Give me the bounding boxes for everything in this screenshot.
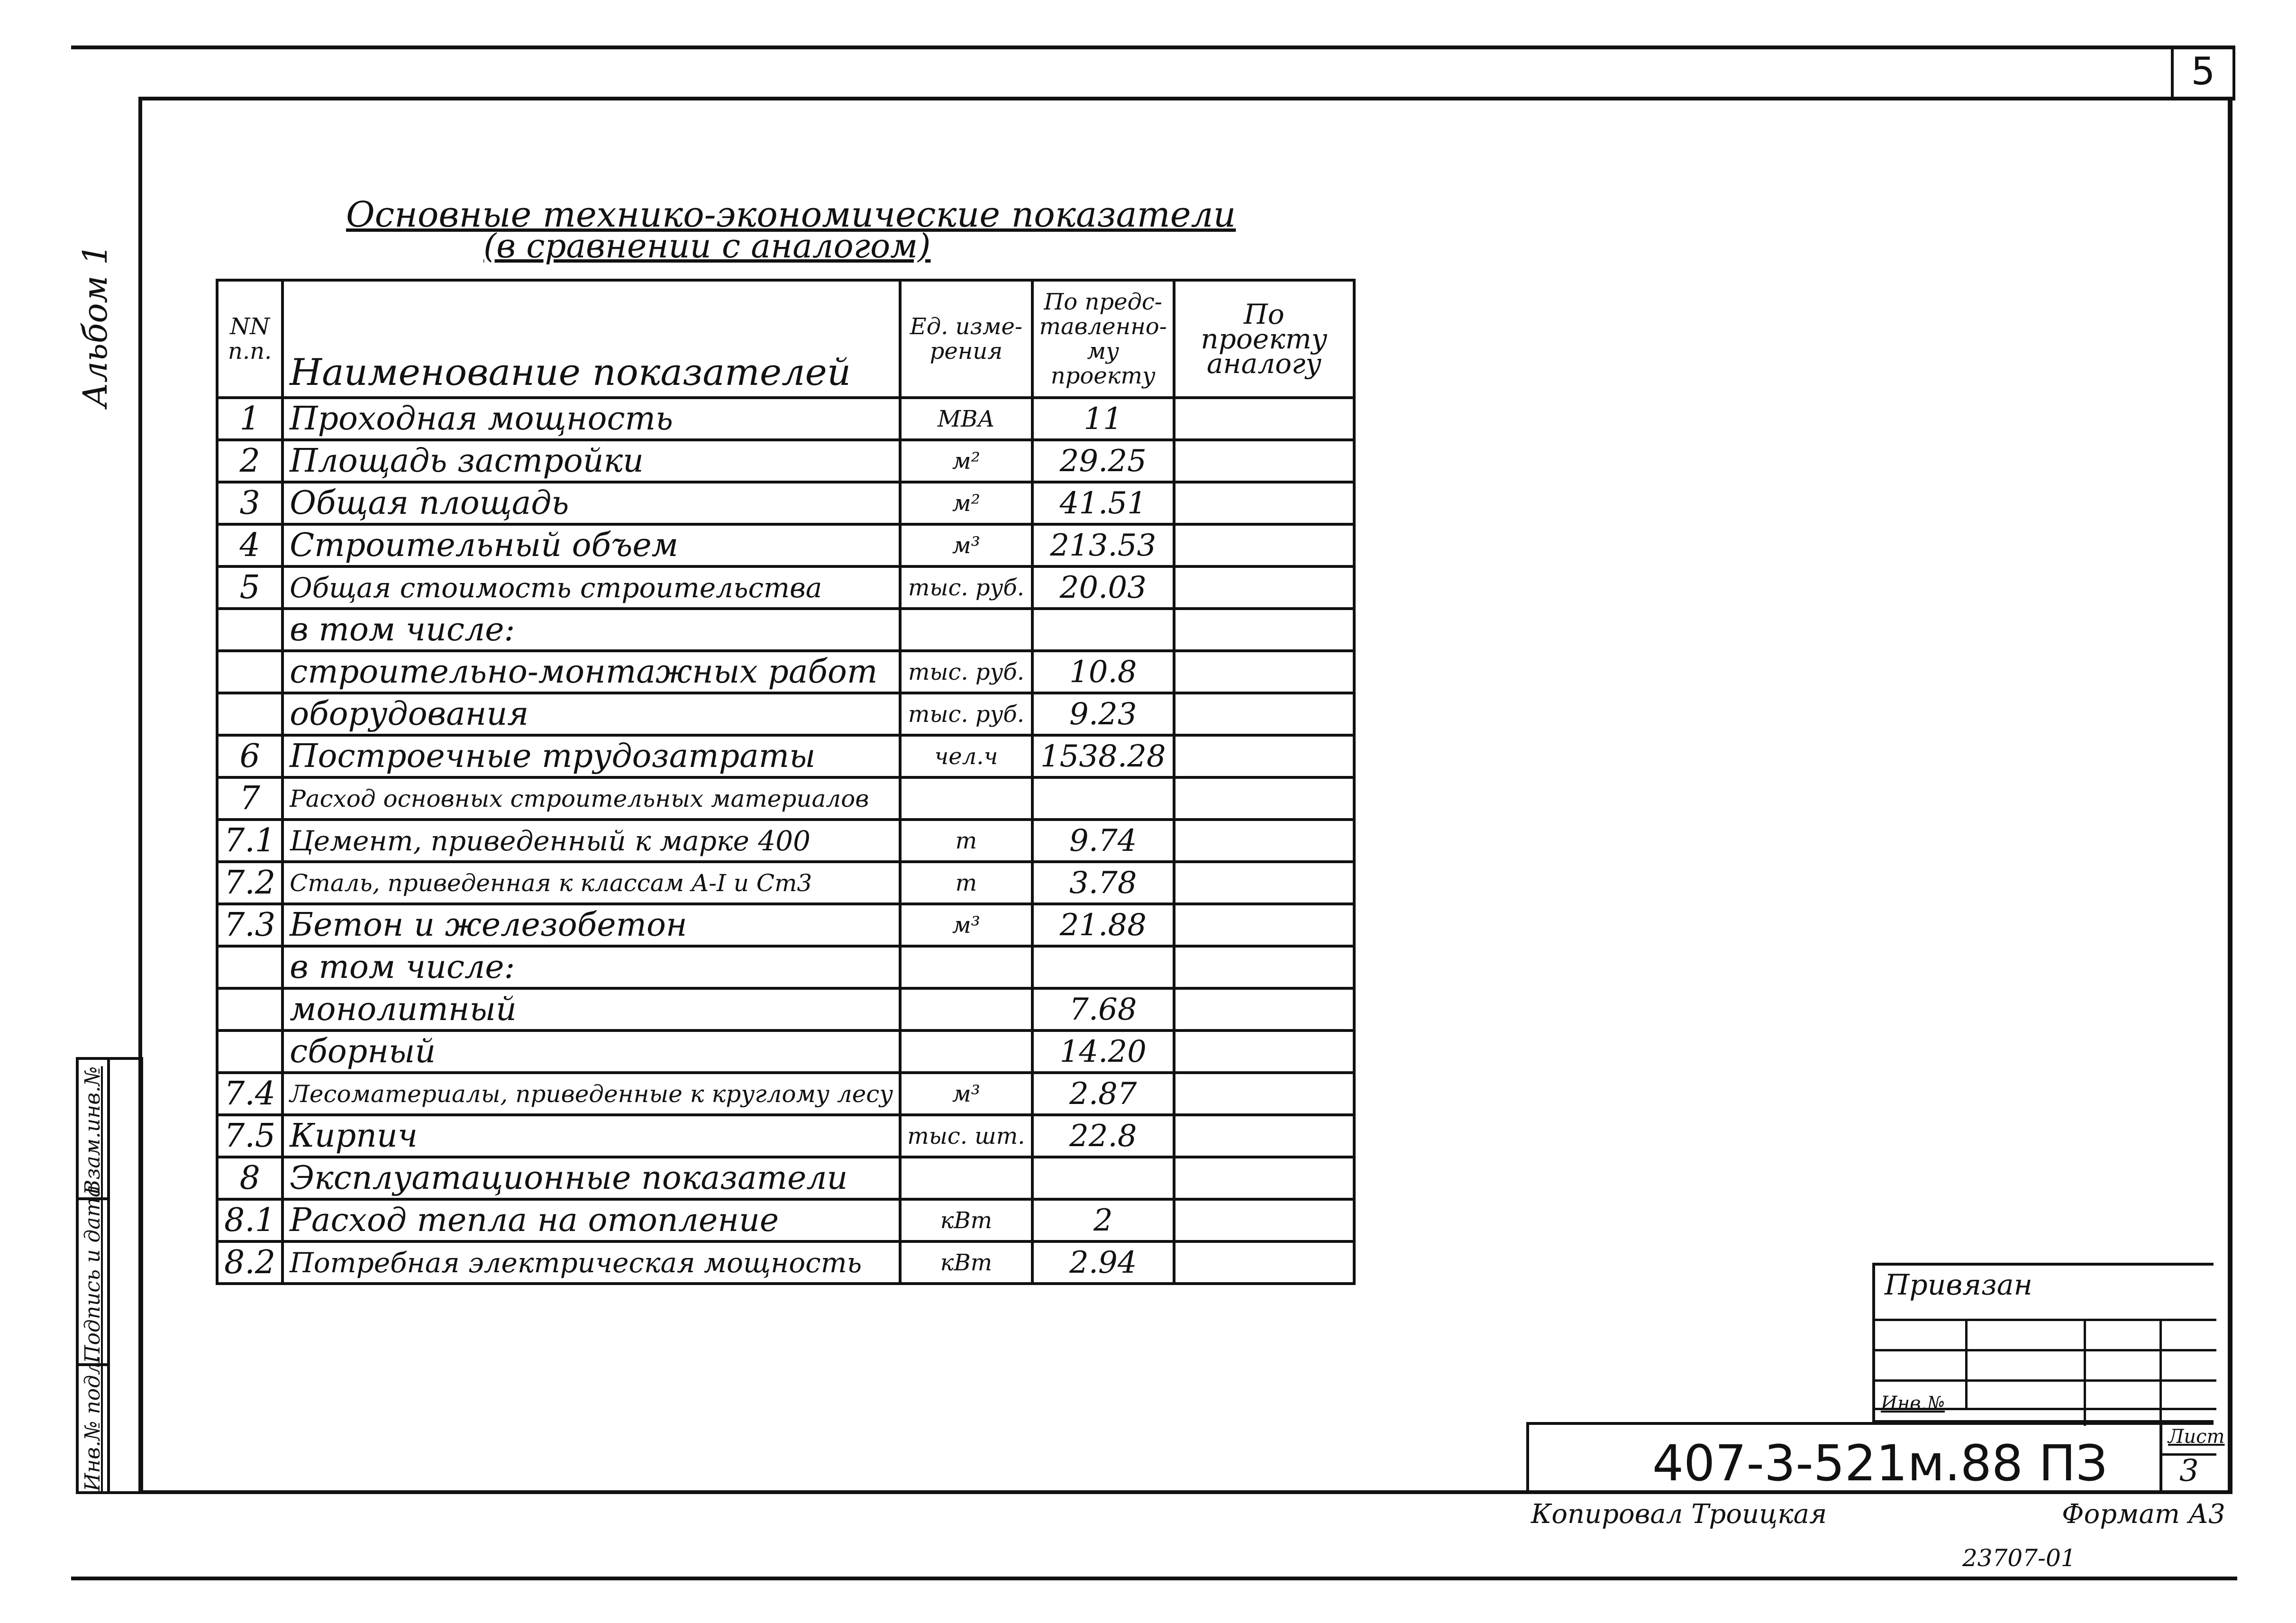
header-proposed: По предс- тавленно- му проекту — [1032, 280, 1174, 398]
row-name: Построечные трудозатраты — [282, 735, 900, 777]
row-analog — [1174, 1073, 1354, 1115]
table-row — [217, 988, 1354, 1030]
stamp-label-replace: Взам.инв.№ — [81, 1066, 105, 1195]
row-name: в том числе: — [282, 609, 900, 651]
row-analog — [1174, 1199, 1354, 1241]
table-header-row — [217, 280, 1354, 398]
header-name: Наименование показателей — [282, 280, 900, 398]
row-name: Бетон и железобетон — [282, 904, 900, 946]
row-value: 29.25 — [1032, 440, 1174, 482]
row-value: 20.03 — [1032, 566, 1174, 609]
row-analog — [1174, 988, 1354, 1030]
row-num: 7.5 — [217, 1115, 282, 1157]
row-analog — [1174, 904, 1354, 946]
row-unit: т — [900, 820, 1032, 862]
row-num: 2 — [217, 440, 282, 482]
row-unit — [900, 946, 1032, 988]
row-num: 7 — [217, 777, 282, 820]
row-unit — [900, 609, 1032, 651]
row-unit: чел.ч — [900, 735, 1032, 777]
row-name: оборудования — [282, 693, 900, 735]
row-num: 4 — [217, 524, 282, 566]
table-row — [217, 1030, 1354, 1073]
row-num: 8 — [217, 1157, 282, 1199]
row-name: Проходная мощность — [282, 398, 900, 440]
row-analog — [1174, 440, 1354, 482]
row-unit: м² — [900, 482, 1032, 524]
table-row — [217, 820, 1354, 862]
row-name: Общая площадь — [282, 482, 900, 524]
row-unit — [900, 1157, 1032, 1199]
binding-stamp — [1872, 1263, 2214, 1423]
table-row — [217, 1241, 1354, 1284]
row-value: 41.51 — [1032, 482, 1174, 524]
bottom-rule — [71, 1577, 2237, 1580]
copied-by: Копировал Троицкая — [1531, 1499, 1827, 1530]
table-row — [217, 524, 1354, 566]
document-subtitle: (в сравнении с аналогом) — [483, 227, 931, 265]
row-num: 8.2 — [217, 1241, 282, 1284]
table-row — [217, 862, 1354, 904]
table-row — [217, 1157, 1354, 1199]
table-row — [217, 1073, 1354, 1115]
table-row — [217, 609, 1354, 651]
row-num — [217, 651, 282, 693]
row-value — [1032, 609, 1174, 651]
table-row — [217, 566, 1354, 609]
row-num: 1 — [217, 398, 282, 440]
row-name: в том числе: — [282, 946, 900, 988]
row-value: 1538.28 — [1032, 735, 1174, 777]
row-value: 2.87 — [1032, 1073, 1174, 1115]
row-unit: м³ — [900, 524, 1032, 566]
format-label: Формат А3 — [2062, 1499, 2225, 1530]
row-value: 213.53 — [1032, 524, 1174, 566]
row-value: 9.23 — [1032, 693, 1174, 735]
row-unit: МВА — [900, 398, 1032, 440]
row-unit: тыс. руб. — [900, 651, 1032, 693]
row-value: 3.78 — [1032, 862, 1174, 904]
sheet-label: Лист — [2168, 1426, 2225, 1448]
row-value: 2 — [1032, 1199, 1174, 1241]
row-name: Эксплуатационные показатели — [282, 1157, 900, 1199]
row-num — [217, 946, 282, 988]
table-row — [217, 777, 1354, 820]
row-unit — [900, 988, 1032, 1030]
row-num — [217, 988, 282, 1030]
row-name: Расход тепла на отопление — [282, 1199, 900, 1241]
row-analog — [1174, 1157, 1354, 1199]
row-value: 14.20 — [1032, 1030, 1174, 1073]
row-value: 10.8 — [1032, 651, 1174, 693]
stamp-label-inv: Инв.№ подл. — [81, 1355, 105, 1491]
table-row — [217, 651, 1354, 693]
side-stamp — [76, 1057, 143, 1494]
title-block — [1526, 1422, 2225, 1494]
row-name: Сталь, приведенная к классам A-I и Ст3 — [282, 862, 900, 904]
bound-label: Привязан — [1885, 1268, 2033, 1302]
row-analog — [1174, 398, 1354, 440]
document-code: 407-3-521м.88 ПЗ — [1652, 1434, 2108, 1492]
row-analog — [1174, 820, 1354, 862]
row-unit: кВт — [900, 1199, 1032, 1241]
row-analog — [1174, 1241, 1354, 1284]
inv-label: Инв.№ — [1881, 1393, 1945, 1414]
row-num: 7.1 — [217, 820, 282, 862]
row-analog — [1174, 735, 1354, 777]
table-row — [217, 1115, 1354, 1157]
row-analog — [1174, 524, 1354, 566]
row-value — [1032, 777, 1174, 820]
row-name: Лесоматериалы, приведенные к круглому лесу — [282, 1073, 900, 1115]
header-analog: По проекту аналогу — [1174, 280, 1354, 398]
row-num: 7.3 — [217, 904, 282, 946]
sheet-number: 3 — [2179, 1453, 2199, 1488]
row-analog — [1174, 946, 1354, 988]
row-name: Кирпич — [282, 1115, 900, 1157]
row-num: 3 — [217, 482, 282, 524]
row-value: 2.94 — [1032, 1241, 1174, 1284]
row-analog — [1174, 777, 1354, 820]
row-value: 21.88 — [1032, 904, 1174, 946]
row-unit: тыс. шт. — [900, 1115, 1032, 1157]
table-row — [217, 1199, 1354, 1241]
row-name: Расход основных строительных материалов — [282, 777, 900, 820]
row-value: 7.68 — [1032, 988, 1174, 1030]
row-analog — [1174, 693, 1354, 735]
row-num — [217, 609, 282, 651]
row-value — [1032, 1157, 1174, 1199]
row-unit: кВт — [900, 1241, 1032, 1284]
row-value: 22.8 — [1032, 1115, 1174, 1157]
top-rule — [71, 46, 2232, 49]
row-num: 8.1 — [217, 1199, 282, 1241]
row-analog — [1174, 482, 1354, 524]
row-unit: тыс. руб. — [900, 566, 1032, 609]
row-unit: тыс. руб. — [900, 693, 1032, 735]
table-row — [217, 946, 1354, 988]
archive-number: 23707-01 — [1962, 1544, 2076, 1572]
indicators-table — [216, 279, 1356, 1285]
table-row — [217, 482, 1354, 524]
row-num — [217, 1030, 282, 1073]
table-row — [217, 904, 1354, 946]
row-name: Цемент, приведенный к марке 400 — [282, 820, 900, 862]
row-name: Общая стоимость строительства — [282, 566, 900, 609]
header-unit: Ед. изме- рения — [900, 280, 1032, 398]
row-unit: т — [900, 862, 1032, 904]
row-analog — [1174, 1115, 1354, 1157]
row-analog — [1174, 651, 1354, 693]
document-title: Основные технико-экономические показатели — [346, 194, 1236, 235]
table-row — [217, 735, 1354, 777]
row-num: 7.2 — [217, 862, 282, 904]
row-name: сборный — [282, 1030, 900, 1073]
row-name: Потребная электрическая мощность — [282, 1241, 900, 1284]
row-value: 11 — [1032, 398, 1174, 440]
row-unit: м³ — [900, 904, 1032, 946]
row-value: 9.74 — [1032, 820, 1174, 862]
page-number: 5 — [2171, 46, 2235, 100]
row-value — [1032, 946, 1174, 988]
table-row — [217, 440, 1354, 482]
row-analog — [1174, 609, 1354, 651]
frame-inner-right-line — [2228, 97, 2232, 1494]
row-num: 6 — [217, 735, 282, 777]
album-label: Альбом 1 — [76, 244, 115, 408]
table-row — [217, 398, 1354, 440]
row-name: Площадь застройки — [282, 440, 900, 482]
stamp-label-sign: Подпись и дата — [81, 1185, 105, 1363]
row-num: 5 — [217, 566, 282, 609]
row-num — [217, 693, 282, 735]
row-unit — [900, 1030, 1032, 1073]
row-name: монолитный — [282, 988, 900, 1030]
row-analog — [1174, 566, 1354, 609]
row-unit: м² — [900, 440, 1032, 482]
row-name: Строительный объем — [282, 524, 900, 566]
row-unit — [900, 777, 1032, 820]
table-row — [217, 693, 1354, 735]
row-analog — [1174, 862, 1354, 904]
row-name: строительно-монтажных работ — [282, 651, 900, 693]
row-num: 7.4 — [217, 1073, 282, 1115]
row-unit: м³ — [900, 1073, 1032, 1115]
row-analog — [1174, 1030, 1354, 1073]
header-num: NN п.п. — [217, 280, 282, 398]
